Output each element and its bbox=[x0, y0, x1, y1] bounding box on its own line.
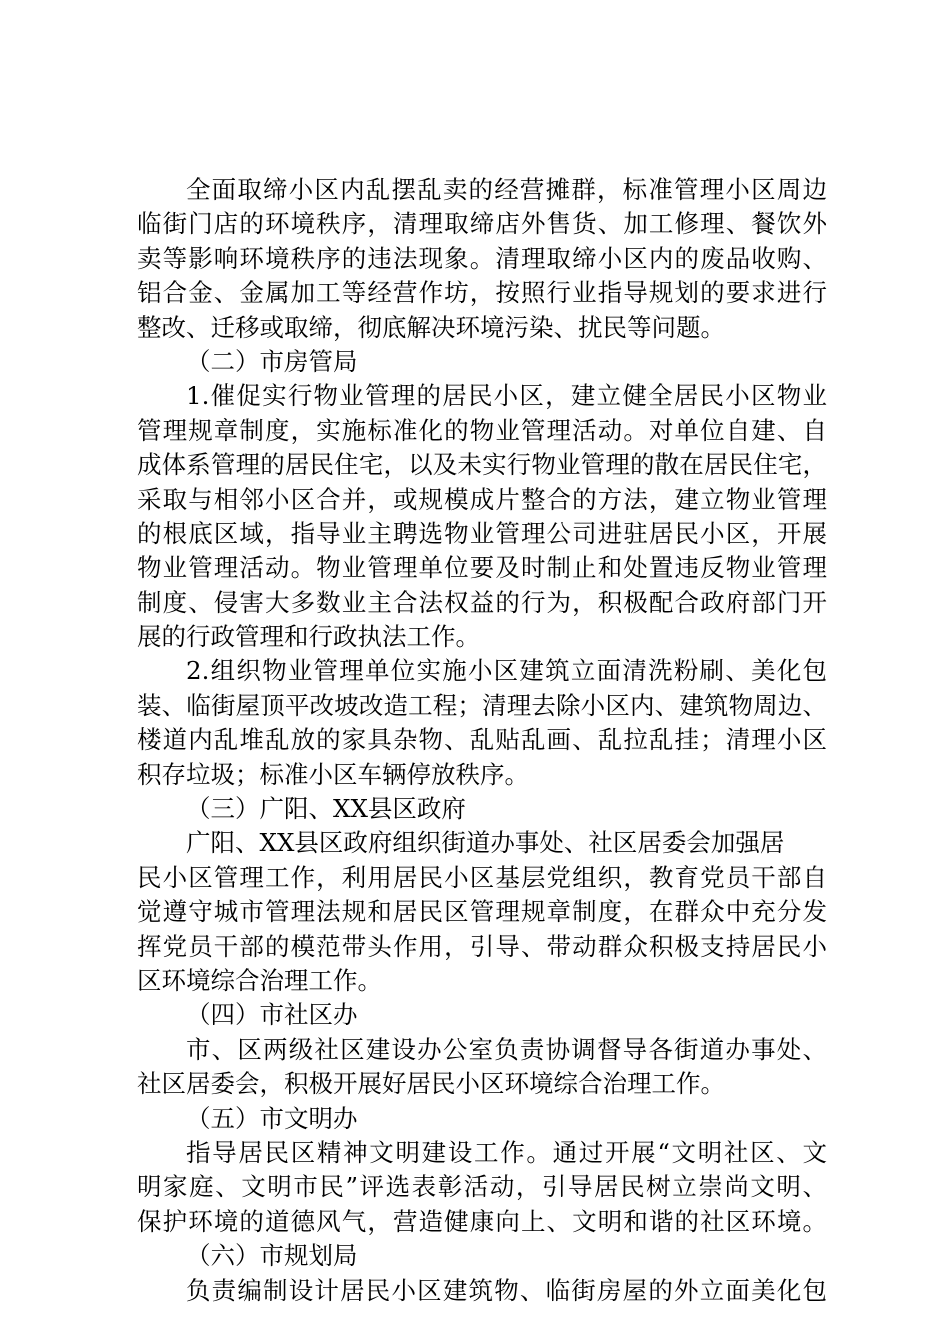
paragraph-line: 管理规章制度，实施标准化的物业管理活动。对单位自建、自 bbox=[137, 415, 827, 445]
section-heading-community-office: （四）市社区办 bbox=[186, 1000, 358, 1030]
section-heading-fanguanju: （二）市房管局 bbox=[186, 346, 358, 376]
paragraph-line: 整改、迁移或取缔，彻底解决环境污染、扰民等问题。 bbox=[137, 312, 725, 342]
paragraph-line: 2.组织物业管理单位实施小区建筑立面清洗粉刷、美化包 bbox=[186, 656, 827, 686]
section-heading-civilization-office: （五）市文明办 bbox=[186, 1103, 358, 1133]
paragraph-line: 展的行政管理和行政执法工作。 bbox=[137, 622, 480, 652]
paragraph-line: 民小区管理工作，利用居民小区基层党组织，教育党员干部自 bbox=[137, 862, 827, 892]
paragraph-line: 楼道内乱堆乱放的家具杂物、乱贴乱画、乱拉乱挂；清理小区 bbox=[137, 725, 827, 755]
paragraph-line: 卖等影响环境秩序的违法现象。清理取缔小区内的废品收购、 bbox=[137, 243, 827, 273]
paragraph-line: 指导居民区精神文明建设工作。通过开展“文明社区、文 bbox=[186, 1137, 827, 1167]
paragraph-line: 积存垃圾；标准小区车辆停放秩序。 bbox=[137, 759, 529, 789]
paragraph-line: 装、临街屋顶平改坡改造工程；清理去除小区内、建筑物周边、 bbox=[137, 690, 827, 720]
paragraph-line: 明家庭、文明市民”评选表彰活动，引导居民树立崇尚文明、 bbox=[137, 1172, 827, 1202]
paragraph-line: 广阳、XX县区政府组织街道办事处、社区居委会加强居 bbox=[186, 828, 785, 858]
document-body bbox=[137, 173, 827, 1308]
paragraph-line: 觉遵守城市管理法规和居民区管理规章制度，在群众中充分发 bbox=[137, 897, 827, 927]
paragraph-line: 临街门店的环境秩序，清理取缔店外售货、加工修理、餐饮外 bbox=[137, 209, 827, 239]
paragraph-line: 保护环境的道德风气，营造健康向上、文明和谐的社区环境。 bbox=[137, 1206, 827, 1236]
paragraph-line: 负责编制设计居民小区建筑物、临街房屋的外立面美化包 bbox=[186, 1275, 827, 1305]
paragraph-line: 制度、侵害大多数业主合法权益的行为，积极配合政府部门开 bbox=[137, 587, 827, 617]
paragraph-line: 成体系管理的居民住宅，以及未实行物业管理的散在居民住宅， bbox=[137, 450, 827, 480]
paragraph-line: 挥党员干部的模范带头作用，引导、带动群众积极支持居民小 bbox=[137, 931, 827, 961]
paragraph-line: 1.催促实行物业管理的居民小区，建立健全居民小区物业 bbox=[186, 381, 827, 411]
section-heading-planning-bureau: （六）市规划局 bbox=[186, 1241, 358, 1271]
paragraph-line: 铝合金、金属加工等经营作坊，按照行业指导规划的要求进行 bbox=[137, 278, 827, 308]
paragraph-line: 社区居委会，积极开展好居民小区环境综合治理工作。 bbox=[137, 1069, 725, 1099]
paragraph-line: 的根底区域，指导业主聘选物业管理公司进驻居民小区，开展 bbox=[137, 518, 827, 548]
paragraph-line: 市、区两级社区建设办公室负责协调督导各街道办事处、 bbox=[186, 1034, 827, 1064]
paragraph-line: 全面取缔小区内乱摆乱卖的经营摊群，标准管理小区周边 bbox=[186, 175, 827, 204]
section-heading-district-government: （三）广阳、XX县区政府 bbox=[186, 794, 466, 824]
paragraph-line: 物业管理活动。物业管理单位要及时制止和处置违反物业管理 bbox=[137, 553, 827, 583]
paragraph-line: 采取与相邻小区合并，或规模成片整合的方法，建立物业管理 bbox=[137, 484, 827, 514]
paragraph-line: 区环境综合治理工作。 bbox=[137, 965, 382, 995]
